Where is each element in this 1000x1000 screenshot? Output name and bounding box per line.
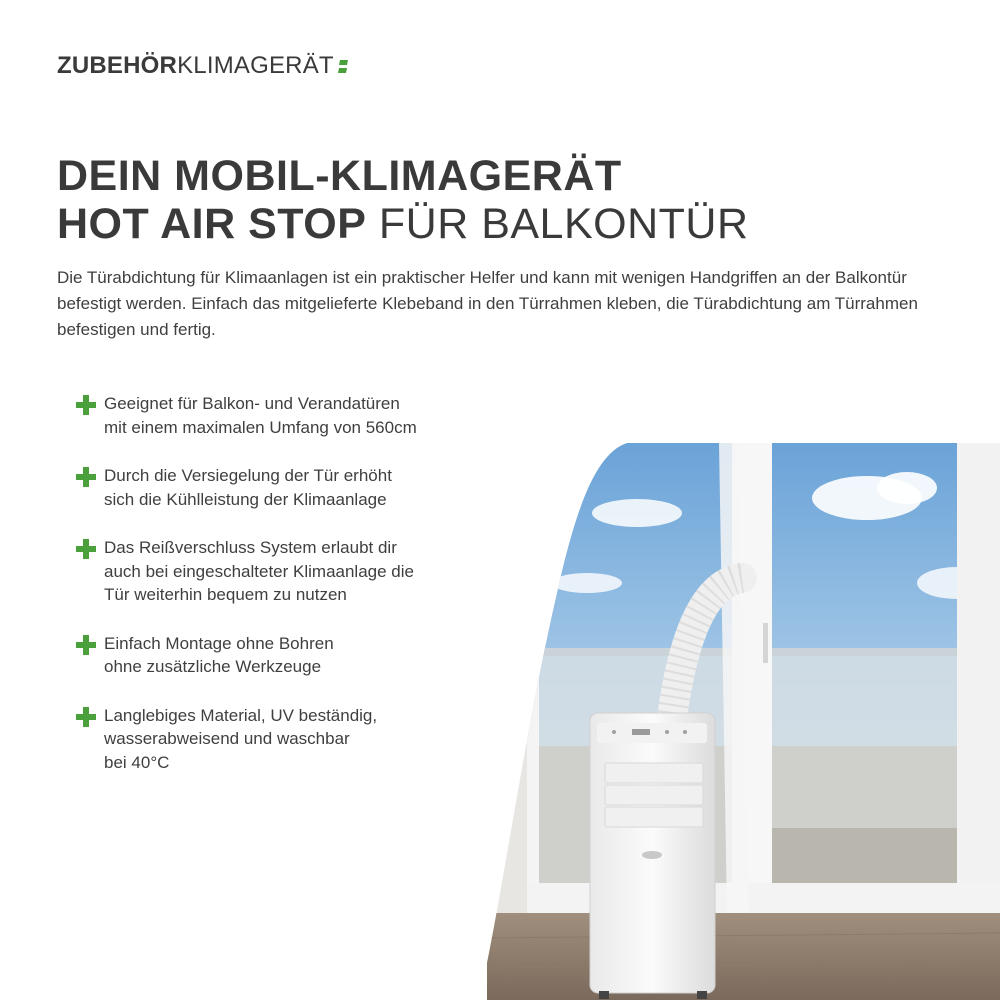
plus-icon <box>75 538 97 560</box>
plus-icon <box>75 706 97 728</box>
feature-text: Geeignet für Balkon- und Verandatüren mit einem maximalen Umfang von 560cm <box>104 394 417 437</box>
plus-icon <box>75 466 97 488</box>
feature-item <box>75 536 495 607</box>
feature-item <box>75 464 495 511</box>
intro-paragraph: Die Türabdichtung für Klimaanlagen ist ein praktischer Helfer und kann mit wenigen Handgriffen an der Balkontür befestigt werden. Einfach das mitgelieferte Klebeband in den Türrahmen kleben, die Türabdichtung am Türrahmen befestigen und fertig. <box>57 268 918 339</box>
product-photo <box>487 443 1000 1000</box>
title-product-name: HOT AIR STOP <box>57 200 367 248</box>
balcony-door-illustration <box>487 443 1000 1000</box>
brand-name-bold: ZUBEHÖR <box>57 52 178 79</box>
brand-mark-icon <box>337 57 349 75</box>
title-line-2 <box>57 200 749 248</box>
feature-text: Das Reißverschluss System erlaubt dir auch bei eingeschalteter Klimaanlage die Tür weiterhin bequem zu nutzen <box>104 538 414 604</box>
brand-name-light: KLIMAGERÄT <box>177 52 334 79</box>
title-line-1: DEIN MOBIL-KLIMAGERÄT <box>57 152 622 200</box>
brand-logo <box>57 52 349 80</box>
plus-icon <box>75 394 97 416</box>
feature-list <box>75 392 495 799</box>
feature-text: Durch die Versiegelung der Tür erhöht sich die Kühlleistung der Klimaanlage <box>104 466 392 509</box>
feature-text: Einfach Montage ohne Bohren ohne zusätzliche Werkzeuge <box>104 633 334 676</box>
feature-item <box>75 392 495 439</box>
feature-item <box>75 632 495 679</box>
plus-icon <box>75 634 97 656</box>
feature-item <box>75 704 495 775</box>
title-product-suffix: FÜR BALKONTÜR <box>366 200 749 248</box>
page-title <box>57 152 749 248</box>
feature-text: Langlebiges Material, UV beständig, wasserabweisend und waschbar bei 40°C <box>104 705 378 772</box>
